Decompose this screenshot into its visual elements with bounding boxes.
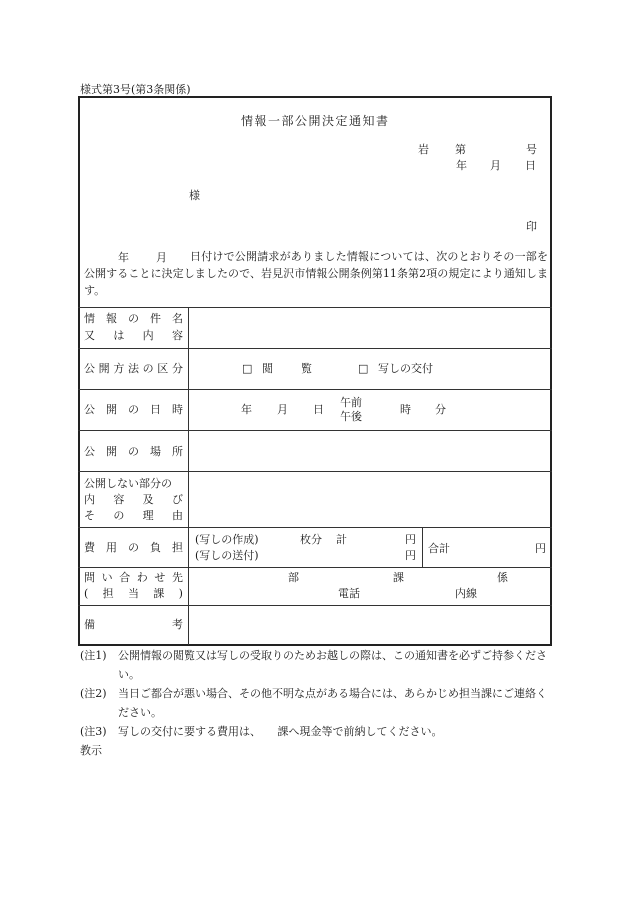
note-3-label: (注3) (80, 725, 107, 738)
label-remarks: 備 考 (84, 618, 183, 631)
checkbox-copy[interactable]: □ (358, 362, 369, 375)
divider (78, 430, 552, 431)
label-contact-2: ( 担 当 課 ) (84, 587, 183, 600)
doc-number-go: 号 (526, 143, 537, 156)
doc-number-dai: 第 (455, 143, 466, 156)
form-label: 様式第3号(第3条関係) (80, 83, 191, 96)
contact-ext: 内線 (455, 587, 477, 600)
intro-month: 月 (156, 251, 167, 264)
divider (78, 389, 552, 390)
divider (78, 567, 552, 568)
label-nondisclosed-2: 内 容 及 び (84, 493, 183, 506)
note-3-text: 写しの交付に要する費用は、 課へ現金等で前納してください。 (118, 725, 443, 738)
note-2-label: (注2) (80, 687, 107, 700)
checkbox-view[interactable]: □ (242, 362, 253, 375)
date-day: 日 (525, 159, 536, 172)
label-info-name-1: 情 報 の 件 名 (84, 312, 183, 325)
footer-instruction: 教示 (80, 744, 102, 757)
date-year: 年 (456, 159, 467, 172)
document-title: 情報一部公開決定通知書 (241, 114, 390, 128)
cost-yen-1: 円 (405, 533, 416, 546)
datetime-day: 日 (313, 403, 324, 416)
datetime-pm: 午後 (340, 410, 362, 423)
cost-copy-make: (写しの作成) (195, 533, 259, 546)
contact-phone: 電話 (338, 587, 360, 600)
cost-total-divider (422, 527, 423, 567)
divider (78, 307, 552, 308)
option-copy-label: 写しの交付 (378, 362, 433, 375)
datetime-year: 年 (241, 403, 252, 416)
datetime-month: 月 (277, 403, 288, 416)
seal-mark: 印 (526, 220, 537, 233)
label-nondisclosed-1: 公開しない部分の (84, 477, 172, 490)
note-1-text: 公開情報の閲覧又は写しの受取りのためお越しの際は、この通知書を必ずご持参ください。 (118, 649, 547, 681)
note-1-label: (注1) (80, 649, 107, 662)
divider (78, 471, 552, 472)
column-divider (188, 307, 189, 645)
divider (78, 527, 552, 528)
contact-unit: 係 (497, 571, 508, 584)
contact-dept: 部 (288, 571, 299, 584)
datetime-hour: 時 (400, 403, 411, 416)
label-method: 公 開 方 法 の 区 分 (84, 362, 183, 375)
label-datetime: 公 開 の 日 時 (84, 403, 183, 416)
option-view-label: 閲 覧 (262, 362, 314, 375)
note-1 (80, 646, 550, 684)
cost-yen-3: 円 (535, 542, 546, 555)
addressee-suffix: 様 (189, 189, 200, 202)
label-info-name-2: 又 は 内 容 (84, 329, 183, 342)
label-contact-1: 問 い 合 わ せ 先 (84, 571, 183, 584)
date-month: 月 (490, 159, 501, 172)
datetime-minute: 分 (435, 403, 446, 416)
label-place: 公 開 の 場 所 (84, 445, 183, 458)
intro-text: 日付けで公開請求がありました情報については、次のとおりその一部を公開することに決定しましたので、岩見沢市情報公開条例第11条第2項の規定により通知します。 (84, 250, 548, 297)
divider (78, 348, 552, 349)
cost-sheets: 枚分 (300, 533, 322, 546)
cost-yen-2: 円 (405, 549, 416, 562)
label-cost: 費 用 の 負 担 (84, 541, 183, 554)
intro-year: 年 (118, 251, 129, 264)
cost-subtotal: 計 (336, 533, 347, 546)
divider (78, 605, 552, 606)
label-nondisclosed-3: そ の 理 由 (84, 509, 183, 522)
note-3 (80, 722, 550, 741)
note-2 (80, 684, 550, 722)
cost-total-label: 合計 (428, 542, 450, 555)
doc-number-prefix: 岩 (418, 143, 429, 156)
contact-section: 課 (393, 571, 404, 584)
note-2-text: 当日ご都合が悪い場合、その他不明な点がある場合には、あらかじめ担当課にご連絡ください。 (118, 687, 547, 719)
cost-copy-send: (写しの送付) (195, 549, 259, 562)
datetime-am: 午前 (340, 396, 362, 409)
